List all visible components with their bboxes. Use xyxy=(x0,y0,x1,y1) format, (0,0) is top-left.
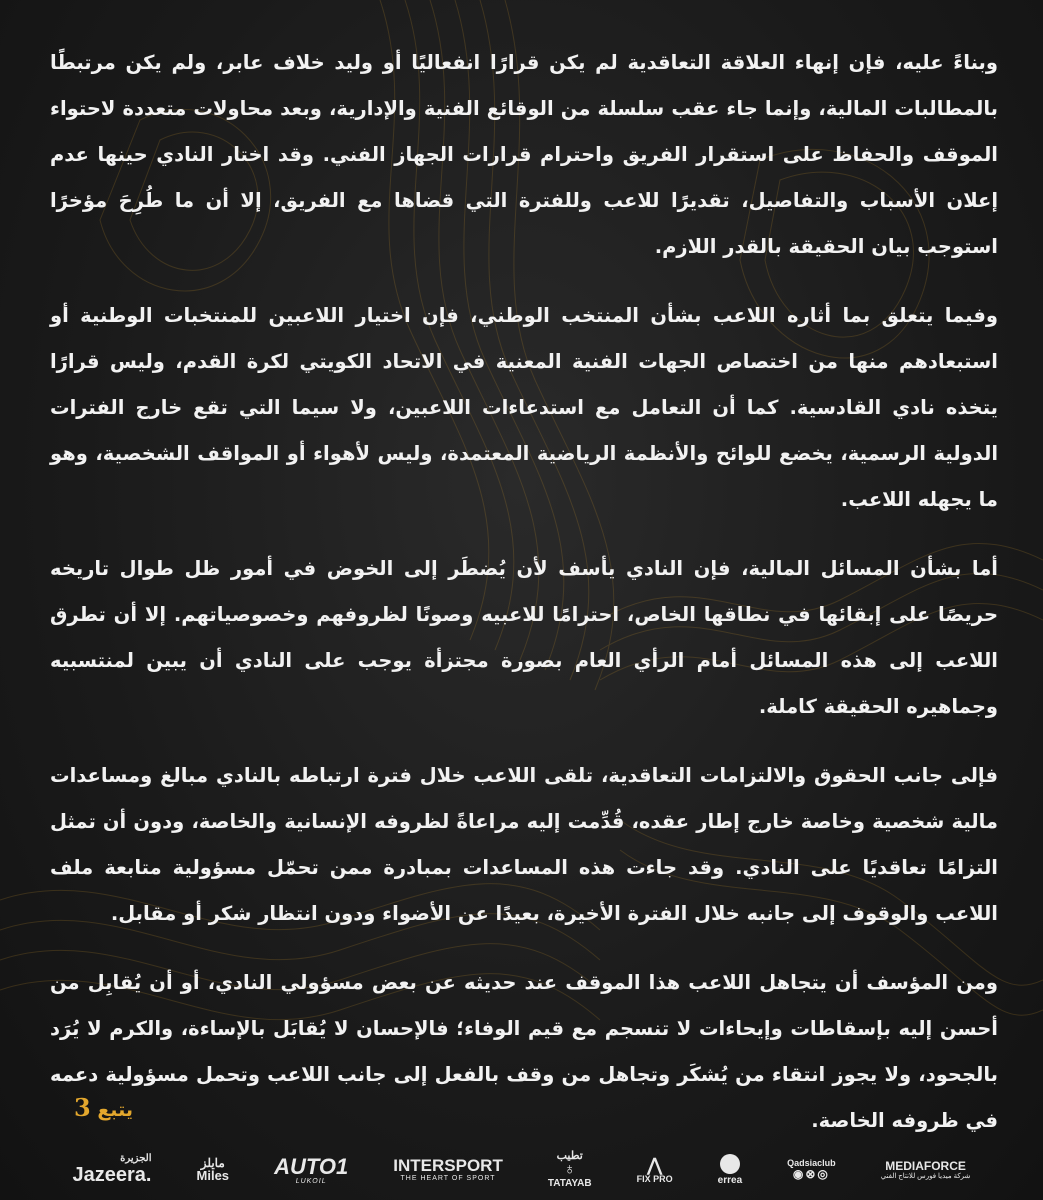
tatayab-logo-latin: TATAYAB xyxy=(547,1177,592,1189)
errea-mark-icon xyxy=(720,1154,740,1174)
intersport-logo-tagline: THE HEART OF SPORT xyxy=(400,1175,496,1183)
statement-body xyxy=(50,40,998,1167)
intersport-logo-name: INTERSPORT xyxy=(393,1156,503,1176)
mediaforce-logo xyxy=(881,1160,971,1180)
page-number: 3 xyxy=(74,1093,91,1122)
paragraph-national-team: وفيما يتعلق بما أثاره اللاعب بشأن المنتخب الوطني، فإن اختيار اللاعبين للمنتخبات الوطنية أو استبعادهم منها من اختصاص الجهات الفنية المعنية في الاتحاد الكويتي لكرة القدم، وليس قرارًا يتخذه نادي القادسية. كما أن التعامل مع استدعاءات اللاعبين، ولا سيما التي تقع خارج الفترات الدولية الرسمية، يخضع للوائح والأنظمة الرياضية المعتمدة، وليس لأهواء أو المواقف الشخصية، وهو ما يجهله اللاعب. xyxy=(50,304,998,511)
auto1-logo-name: AUTO1 xyxy=(274,1153,349,1179)
social-media-icons: ◉⊗◎ xyxy=(792,1167,830,1182)
qadsiaclub-logo xyxy=(787,1159,836,1181)
fixpro-logo-name: FIX PRO xyxy=(636,1173,673,1184)
tatayab-logo xyxy=(548,1151,592,1190)
jazeera-logo-arabic: الجزيرة xyxy=(120,1153,152,1165)
errea-logo-name: errea xyxy=(717,1174,743,1186)
paragraph-termination: وبناءً عليه، فإن إنهاء العلاقة التعاقدية لم يكن قرارًا انفعاليًا أو وليد خلاف عابر، ولم يكن مرتبطًا بالمطالبات المالية، وإنما جاء عقب سلسلة من الوقائع الفنية والإدارية، وبعد محاولات متعددة لاحتواء الموقف والحفاظ على استقرار الفريق واحترام قرارات الجهاز الفني. وقد اختار النادي حينها عدم إعلان الأسباب والتفاصيل، تقديرًا للاعب وللفترة التي قضاها مع الفريق، إلا أن ما طُرِحَ مؤخرًا استوجب بيان الحقيقة بالقدر اللازم. xyxy=(50,51,998,258)
sponsor-bar xyxy=(0,1140,1043,1200)
jazeera-logo-latin: Jazeera. xyxy=(72,1163,152,1186)
auto1-logo-sub: LUKOIL xyxy=(295,1177,327,1185)
jazeera-logo xyxy=(73,1154,152,1186)
tatayab-mark-icon: ♁ xyxy=(563,1161,576,1179)
tatayab-logo-arabic: تطيب xyxy=(556,1149,583,1162)
miles-logo-arabic: مايلز xyxy=(200,1155,225,1170)
continued-marker xyxy=(68,1093,133,1122)
paragraph-financial-matters: أما بشأن المسائل المالية، فإن النادي يأسف لأن يُضطَر إلى الخوض في أمور ظل طوال تاريخه حريصًا على إبقائها في نطاقها الخاص، احترامًا للاعبيه وصونًا لظروفهم وخصوصياتهم. إلا أن تطرق اللاعب إلى هذه المسائل أمام الرأي العام بصورة مجتزأة يوجب على النادي أن يبين لمنتسبيه وجماهيره الحقيقة كاملة. xyxy=(50,557,998,718)
auto1-logo xyxy=(274,1155,348,1185)
paragraph-loyalty: ومن المؤسف أن يتجاهل اللاعب هذا الموقف عند حديثه عن بعض مسؤولي النادي، أو أن يُقابِل من أحسن إليه بإسقاطات وإيحاءات لا تنسجم مع قيم الوفاء؛ فالإحسان لا يُقابَل بالإساءة، والكرم لا يُرَد بالجحود، ولا يجوز انتقاء من يُشكَر وتجاهل من وقف بالفعل إلى جانب اللاعب وتحمل مسؤولية دعمه في ظروفه الخاصة. xyxy=(50,971,998,1132)
intersport-logo xyxy=(393,1157,503,1182)
errea-logo xyxy=(718,1154,742,1187)
fixpro-mark-icon: ⋀ xyxy=(647,1154,662,1175)
continued-label: يتبع xyxy=(97,1099,133,1121)
mediaforce-logo-arabic: شركة ميديا فورس للانتاج الفني xyxy=(880,1172,971,1180)
mediaforce-logo-name: MEDIAFORCE xyxy=(885,1159,966,1174)
qadsiaclub-logo-name: Qadsiaclub xyxy=(787,1157,836,1168)
miles-logo-latin: Miles xyxy=(196,1168,230,1184)
paragraph-financial-assistance: فإلى جانب الحقوق والالتزامات التعاقدية، تلقى اللاعب خلال فترة ارتباطه بالنادي مبالغ ومساعدات مالية شخصية وخاصة خارج إطار عقده، قُدِّمت إليه مراعاةً لظروفه الإنسانية والخاصة، ودون أن تمثل التزامًا تعاقديًا على النادي. وقد جاءت هذه المساعدات بمبادرة ممن تحمّل مسؤولية متابعة ملف اللاعب والوقوف إلى جانبه خلال الفترة الأخيرة، بعيدًا عن الأضواء ودون انتظار شكر أو مقابل. xyxy=(50,764,998,925)
miles-logo xyxy=(197,1157,230,1183)
fixpro-logo xyxy=(637,1156,673,1184)
